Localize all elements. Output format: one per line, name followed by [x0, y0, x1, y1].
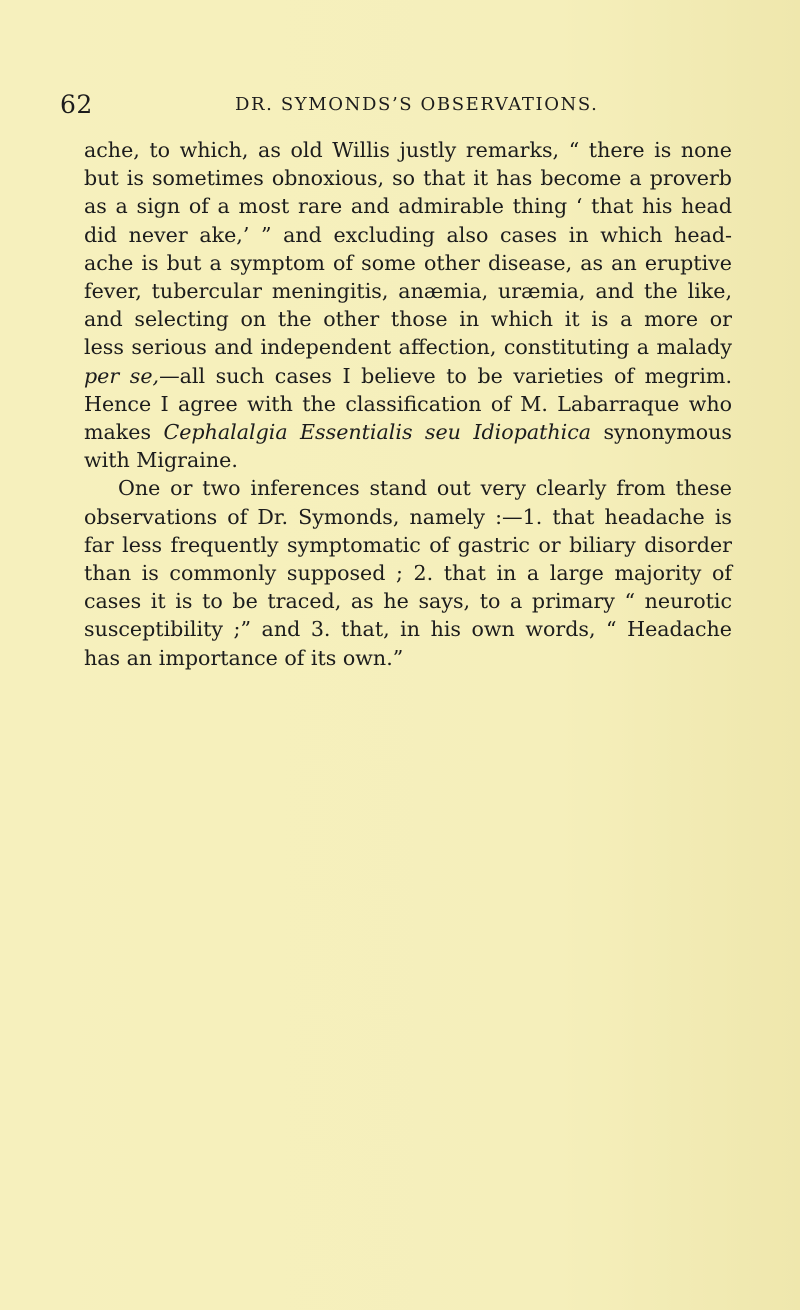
text-line: far less frequently symptomatic of gastric or biliary disorder [84, 532, 732, 557]
page-header [60, 90, 750, 122]
text-line: than is commonly supposed ; 2. that in a large majority of [84, 561, 732, 586]
text-line: One or two inferences stand out very clearly from these [118, 476, 732, 501]
text-line-per-se: per se,—all such cases I believe to be varieties of megrim. [84, 363, 732, 388]
paragraph-2 [84, 474, 732, 671]
text-line: ache is but a symptom of some other disease, as an eruptive [84, 250, 732, 275]
text-line-latin: makes Cephalalgia Essentialis seu Idiopathica synonymous [84, 420, 732, 445]
text-line: did never ake,’ ” and excluding also cases in which head- [84, 222, 732, 247]
text-line: has an importance of its own.” [84, 645, 404, 670]
italic-phrase: Cephalalgia Essentialis seu Idiopathica [163, 420, 592, 445]
text-line: but is sometimes obnoxious, so that it has become a proverb [84, 166, 732, 191]
text-line: susceptibility ;” and 3. that, in his own words, “ Headache [84, 617, 732, 642]
running-head: DR. SYMONDS’S OBSERVATIONS. [235, 94, 599, 115]
text-line: observations of Dr. Symonds, namely :—1. that headache is [84, 504, 732, 529]
text-line: Hence I agree with the classification of M. Labarraque who [84, 391, 732, 416]
text-line: with Migraine. [84, 448, 238, 473]
body-text [84, 136, 732, 672]
text-line: cases it is to be traced, as he says, to a primary “ neurotic [84, 589, 732, 614]
text-line: and selecting on the other those in which it is a more or [84, 307, 732, 332]
text-line: ache, to which, as old Willis justly remarks, “ there is none [84, 138, 732, 162]
text-line: as a sign of a most rare and admirable thing ‘ that his head [84, 194, 732, 219]
text-line: less serious and independent affection, constituting a malady [84, 335, 732, 360]
italic-phrase: per se, [84, 363, 160, 388]
page-number: 62 [60, 90, 93, 119]
text-line: fever, tubercular meningitis, anæmia, uræmia, and the like, [84, 279, 732, 304]
paragraph-1 [84, 136, 732, 474]
